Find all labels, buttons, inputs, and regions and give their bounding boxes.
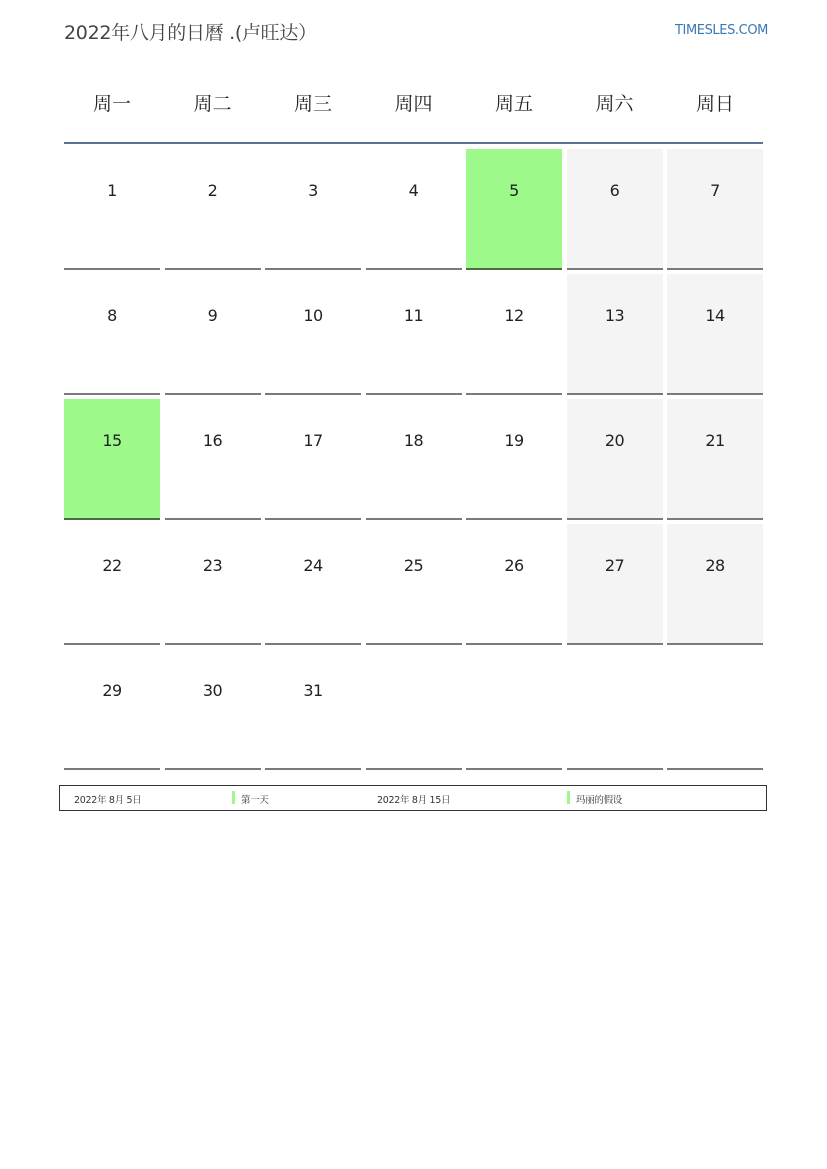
empty-day-cell [667,649,763,770]
day-number: 18 [403,431,424,450]
day-number: 22 [102,556,122,575]
day-cell[interactable] [366,399,462,520]
empty-day-cell [366,649,462,770]
day-cell[interactable] [165,274,261,395]
legend-date: 2022年 8月 15日 [377,795,451,806]
day-cell[interactable] [265,524,361,645]
day-number: 14 [705,306,725,325]
day-number: 17 [303,431,323,450]
day-number: 30 [202,681,223,700]
day-cell[interactable] [265,274,361,395]
day-number: 6 [609,181,620,200]
day-number: 20 [604,431,625,450]
day-number: 8 [107,306,117,325]
site-link[interactable]: TIMESLES.COM [674,23,768,38]
day-number: 13 [604,306,625,325]
day-cell[interactable] [466,524,562,645]
holiday-day-cell[interactable] [64,399,160,520]
day-cell[interactable] [165,149,261,270]
day-number: 1 [107,181,117,200]
day-number: 26 [504,556,524,575]
day-number: 21 [705,431,725,450]
day-number: 24 [303,556,323,575]
day-number: 29 [102,681,122,700]
day-cell[interactable] [64,274,160,395]
day-number: 15 [102,431,122,450]
legend-holiday-name: 玛丽的假设 [576,795,623,806]
day-cell[interactable] [667,274,763,395]
day-number: 12 [504,306,524,325]
page-title: 2022年八月的日曆 .(卢旺达） [64,22,317,44]
empty-day-cell [466,649,562,770]
weekday-header [64,86,763,144]
day-number: 5 [509,181,519,200]
day-cell[interactable] [64,524,160,645]
weekday-thu: 周四 [394,93,433,115]
day-number: 28 [705,556,725,575]
day-number: 16 [202,431,223,450]
day-cell[interactable] [265,649,361,770]
empty-day-cell [567,649,663,770]
day-cell[interactable] [265,149,361,270]
day-cell[interactable] [64,149,160,270]
weekday-sat: 周六 [595,93,634,115]
day-cell[interactable] [165,524,261,645]
day-number: 9 [207,306,218,325]
weekday-mon: 周一 [92,93,131,115]
day-cell[interactable] [466,274,562,395]
day-cell[interactable] [667,524,763,645]
day-cell[interactable] [567,274,663,395]
day-cell[interactable] [64,649,160,770]
weekday-sun: 周日 [695,93,734,115]
day-number: 27 [604,556,625,575]
holiday-color-marker [232,791,235,804]
holiday-color-marker [567,791,570,804]
day-number: 19 [504,431,524,450]
day-number: 25 [403,556,424,575]
weekday-tue: 周二 [193,93,232,115]
legend-holiday-name: 第一天 [241,795,269,806]
day-number: 4 [408,181,419,200]
day-number: 31 [303,681,323,700]
day-cell[interactable] [366,274,462,395]
weekday-wed: 周三 [293,93,332,115]
day-cell[interactable] [366,149,462,270]
day-number: 3 [308,181,318,200]
day-cell[interactable] [567,149,663,270]
day-number: 10 [303,306,323,325]
day-cell[interactable] [567,399,663,520]
day-cell[interactable] [165,649,261,770]
day-cell[interactable] [265,399,361,520]
legend-date: 2022年 8月 5日 [74,795,142,806]
holiday-legend [59,785,767,811]
day-number: 11 [403,306,424,325]
day-number: 23 [202,556,223,575]
day-number: 2 [207,181,218,200]
day-cell[interactable] [165,399,261,520]
day-cell[interactable] [567,524,663,645]
day-cell[interactable] [366,524,462,645]
day-cell[interactable] [667,149,763,270]
holiday-day-cell[interactable] [466,149,562,270]
day-cell[interactable] [667,399,763,520]
day-cell[interactable] [466,399,562,520]
day-number: 7 [710,181,720,200]
weekday-fri: 周五 [494,93,533,115]
calendar-grid [64,149,763,770]
